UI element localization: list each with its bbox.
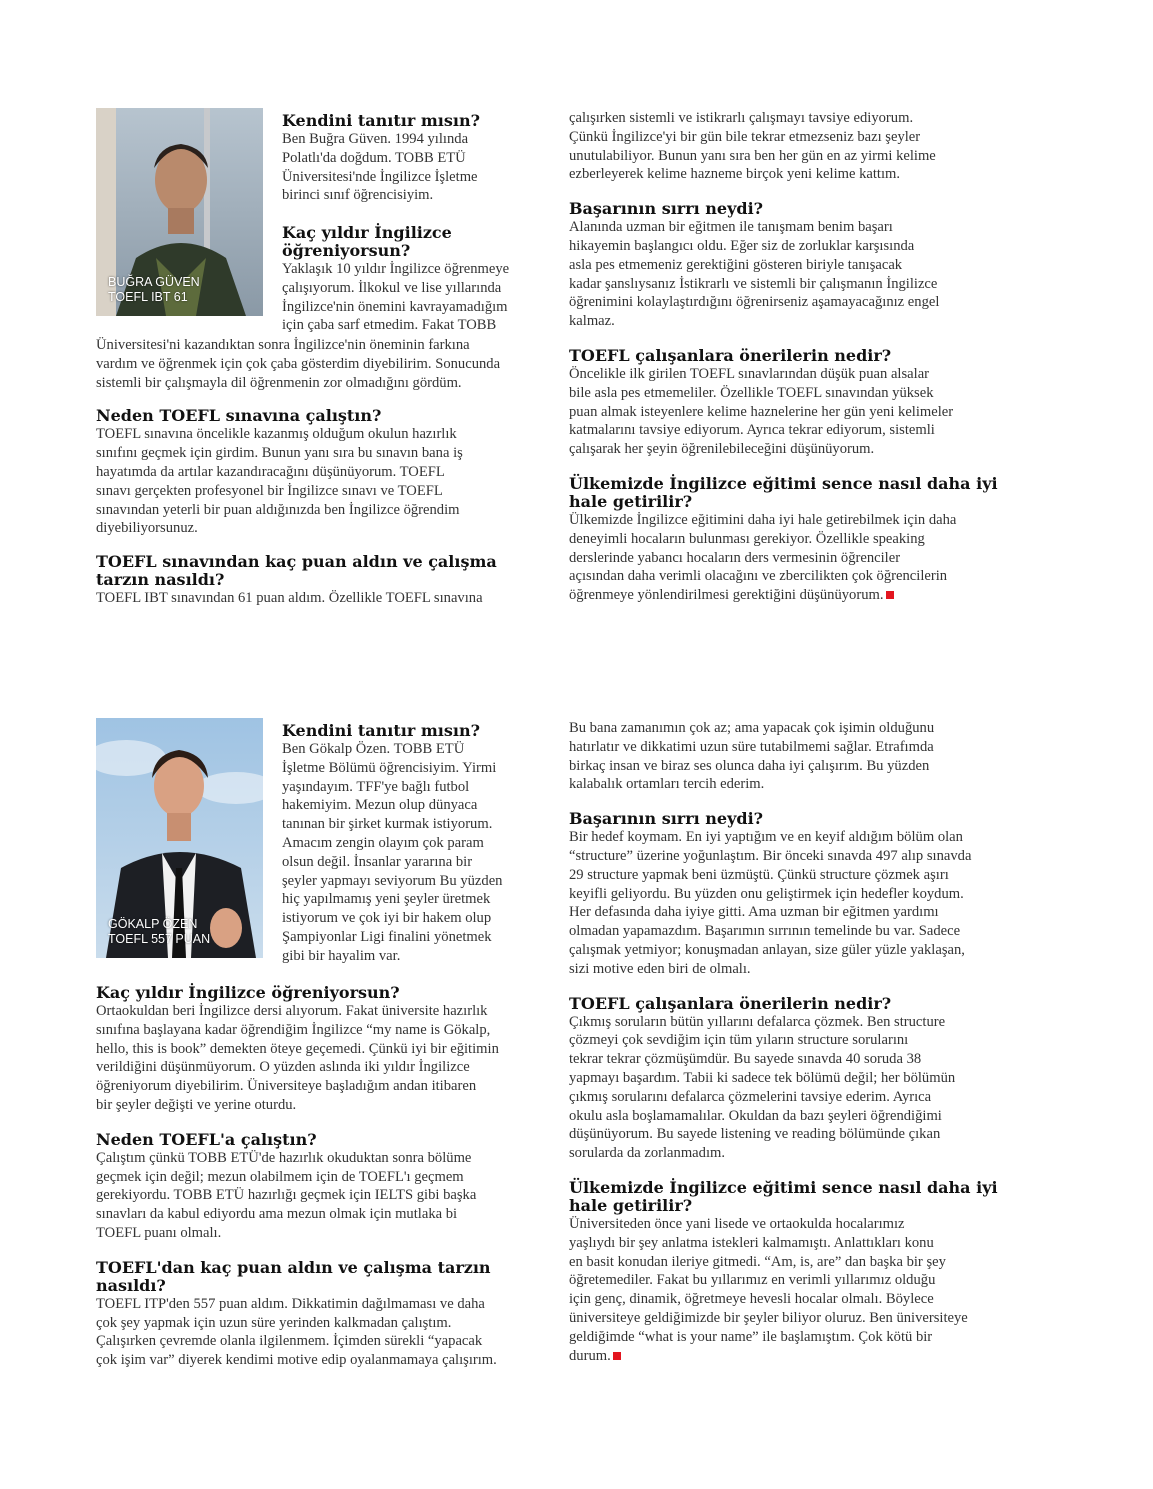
s1-q3-heading: Neden TOEFL sınavına çalıştın?	[96, 406, 382, 426]
s2-q5-heading: Başarının sırrı neydi?	[569, 809, 764, 829]
text-line: kalabalık ortamları tercih ederim.	[569, 776, 765, 793]
text-line: verildiğini düşünmüyorum. O yüzden aslında iki yıldır İngilizce	[96, 1059, 470, 1076]
photo-caption-score: TOEFL 557 PUAN	[108, 932, 211, 946]
text-line-last	[569, 1347, 1019, 1366]
text-line: Ortaokuldan beri İngilizce dersi alıyorum. Fakat üniversite hazırlık	[96, 1003, 488, 1019]
text-line: kalmaz.	[569, 313, 615, 330]
photo-gokalp-ozen	[96, 718, 263, 958]
s2-q1-heading: Kendini tanıtır mısın?	[282, 721, 480, 740]
heading-line: TOEFL sınavından kaç puan aldın ve çalışma	[96, 552, 497, 572]
text-line: okulu asla boşlamamalılar. Okuldan da bazı şeyleri öğrendiğimi	[569, 1107, 942, 1124]
text-line: asla pes etmemeniz gerektiğini gösteren biriyle tanışacak	[569, 256, 903, 273]
heading-line: nasıldı?	[96, 1275, 166, 1295]
text-line: çalışırken sistemli ve istikrarlı çalışmayı tavsiye ediyorum.	[569, 110, 914, 126]
s1-intro-block	[282, 112, 542, 205]
text-line: çalışmak yetmiyor; konuşmadan anlayan, size güler yüzle yaklaşan,	[569, 941, 965, 958]
photo-caption-score: TOEFL IBT 61	[108, 290, 188, 304]
text-line: TOEFL IBT sınavından 61 puan aldım. Özellikle TOEFL sınavına	[96, 590, 483, 607]
photo-caption	[108, 275, 200, 305]
s2-intro-block	[282, 722, 542, 966]
end-mark-icon	[613, 1352, 621, 1360]
text-line: puan almak isteyenlere kelime haznelerine her gün yeni kelimeler	[569, 403, 954, 420]
s2-left-column	[96, 984, 551, 1370]
text-line: sorularda da zorlanmadım.	[569, 1145, 726, 1162]
text-line: sınıfına başlayana kadar öğrendiğim İngilizce “my name is Gökalp,	[96, 1021, 491, 1038]
s2-q6-heading: TOEFL çalışanlara önerilerin nedir?	[569, 993, 892, 1013]
text-line: hikayemin başlangıcı oldu. Eğer siz de zorluklar karşısında	[569, 237, 915, 254]
text-line: çalışıyorum. İlkokul ve lise yıllarında	[282, 279, 502, 296]
heading-line: hale getirilir?	[569, 491, 693, 511]
text-line: şeyler yapmayı seviyorum Bu yüzden	[282, 872, 503, 889]
text-line: Ülkemizde İngilizce eğitimini daha iyi hale getirebilmek için daha	[569, 511, 957, 528]
s1-a2-narrow	[282, 260, 542, 335]
heading-line: Ülkemizde İngilizce eğitimi sence nasıl daha iyi	[569, 473, 998, 493]
text-line: Çünkü İngilizce'yi bir gün bile tekrar etmezseniz bazı şeyler	[569, 128, 921, 145]
s2-q3-heading: Neden TOEFL'a çalıştın?	[96, 1129, 317, 1149]
heading-line: tarzın nasıldı?	[96, 570, 225, 590]
s2-a1	[282, 740, 542, 966]
text-line: derslerinde yabancı hocaların ders vermesinin öğrenciler	[569, 549, 901, 566]
s1-a4	[96, 589, 546, 608]
text-line: Çalıştım çünkü TOBB ETÜ'de hazırlık okuduktan sonra bölüme	[96, 1149, 472, 1166]
photo-bugra-guven	[96, 108, 263, 316]
text-line: öğretemediler. Fakat bu yıllarımız en verimli yıllarımız olduğu	[569, 1272, 936, 1289]
text-line: yaşlıydı bir şey anlatma istekleri kalmamıştı. Anlattıkları konu	[569, 1234, 934, 1251]
text-line: Bir hedef koymam. En iyi yaptığım ve en keyif aldığım bölüm olan	[569, 829, 963, 846]
s2-a6	[569, 1013, 1019, 1163]
heading-line: TOEFL'dan kaç puan aldın ve çalışma tarzın	[96, 1257, 491, 1277]
text-line: Her defasında daha iyiye gitti. Ama uzman bir eğitmen yardımı	[569, 904, 939, 921]
s1-q1-heading: Kendini tanıtır mısın?	[282, 111, 480, 130]
text-line: durum.	[569, 1347, 611, 1364]
text-line: kadar şanslıysanız İstikrarlı ve sistemli bir çalışmanın İngilizce	[569, 275, 938, 292]
text-line: Bu bana zamanımın çok az; ama yapacak çok işimin olduğunu	[569, 720, 935, 736]
s2-a3	[96, 1149, 551, 1243]
s1-q4-heading	[96, 553, 546, 589]
text-line: sınavı gerçekten profesyonel bir İngilizce sınavı ve TOEFL	[96, 482, 443, 499]
heading-line: Ülkemizde İngilizce eğitimi sence nasıl daha iyi	[569, 1177, 998, 1197]
text-line: açısından daha verimli olacağını ve zbercilikten çok öğrencilerin	[569, 568, 948, 585]
text-line: Şampiyonlar Ligi finalini yönetmek	[282, 928, 492, 945]
text-line: için genç, dinamik, öğretmeye hevesli hocalar olmalı. Böylece	[569, 1291, 934, 1308]
text-line: çok şey yapmak için uzun süre yerinden kalkmadan çalıştım.	[96, 1314, 452, 1331]
text-line: sizi motive eden biri de olmalı.	[569, 960, 751, 977]
text-line: Üniversitesi'nde İngilizce İşletme	[282, 168, 478, 185]
text-line: yaşındayım. TFF'ye bağlı futbol	[282, 778, 470, 795]
text-line: sistemli bir çalışmayla dil öğrenmenin zor olmadığını gördüm.	[96, 374, 462, 391]
s1-q7-heading	[569, 475, 1019, 511]
heading-line: Kaç yıldır İngilizce	[282, 223, 452, 242]
s1-a3	[96, 425, 546, 538]
s1-q5-heading: Başarının sırrı neydi?	[569, 199, 764, 219]
text-line: hiç yapılmamış yeni şeyler üretmek	[282, 891, 491, 908]
text-line: sınıfını geçmek için girdim. Bunun yanı sıra bu sınavın bana iş	[96, 445, 463, 462]
text-line: bile asla pes etmemeliler. Özellikle TOEFL sınavından yüksek	[569, 384, 934, 401]
s1-a1	[282, 130, 542, 205]
text-line: gibi bir hayalim var.	[282, 947, 401, 964]
text-line: Alanında uzman bir eğitmen ile tanışmam benim başarı	[569, 219, 893, 236]
heading-line: öğreniyorsun?	[282, 241, 411, 260]
text-line: “structure” üzerine yoğunlaştım. Bir önceki sınavda 497 alıp sınavda	[569, 847, 972, 864]
photo-caption-name: GÖKALP ÖZEN	[108, 917, 198, 931]
text-line: Üniversiteden önce yani lisede ve ortaokulda hocalarımız	[569, 1215, 905, 1232]
text-line: Polatlı'da doğdum. TOBB ETÜ	[282, 149, 466, 166]
text-line: hatırlatır ve dikkatimi uzun süre tutabilmemi sağlar. Etrafımda	[569, 738, 934, 755]
text-line: olmadan yapamazdım. Başarımın sırrının temelinde bu var. Sadece	[569, 923, 961, 940]
text-line: diyebiliyorsunuz.	[96, 520, 198, 537]
text-line: Yaklaşık 10 yıldır İngilizce öğrenmeye	[282, 261, 510, 277]
s1-a2-wide	[96, 336, 546, 392]
text-line: bir şeyler değişti ve yerine oturdu.	[96, 1096, 297, 1113]
s2-right-column	[569, 719, 1019, 1365]
text-line: öğreniyorum diyebilirim. Üniversiteye başladığım andan itibaren	[96, 1078, 477, 1095]
s2-a7	[569, 1215, 1019, 1365]
text-line: Ben Buğra Güven. 1994 yılında	[282, 131, 469, 147]
photo-caption	[108, 917, 210, 947]
text-line: gerekiyordu. TOBB ETÜ hazırlığı geçmek için IELTS gibi başka	[96, 1187, 477, 1204]
text-line: keyifli geliyordu. Bu yüzden onu geliştirmek için hedefler koydum.	[569, 885, 964, 902]
text-line: olsun değil. İnsanlar yararına bir	[282, 853, 473, 870]
s1-a4-continued	[569, 109, 1019, 184]
text-line: üniversiteye geldiğimizde bir şeyler biliyor oluruz. Ben üniversiteye	[569, 1309, 968, 1326]
text-line: çok işim var” diyerek kendimi motive edip oyalanmamaya çalışırım.	[96, 1352, 497, 1369]
text-line: Ben Gökalp Özen. TOBB ETÜ	[282, 741, 465, 757]
text-line: en basit konudan ileriye gitmedi. “Am, is, are” dan başka bir şey	[569, 1253, 946, 1270]
text-line: Üniversitesi'ni kazandıktan sonra İngilizce'nin öneminin farkına	[96, 337, 470, 353]
s2-q7-heading	[569, 1179, 1019, 1215]
text-line: hello, this is book” demekten öteye geçemedi. Çünkü iyi bir eğitimin	[96, 1040, 499, 1057]
text-line: İşletme Bölümü öğrencisiyim. Yirmi	[282, 759, 497, 776]
s2-a4	[96, 1295, 551, 1370]
text-line: düşünüyorum. Bu sayede listening ve reading bölümünde çıkan	[569, 1126, 941, 1143]
text-line: tekrar tekrar çözmüşümdür. Bu sayede sınavda 40 soruda 38	[569, 1051, 922, 1068]
heading-line: hale getirilir?	[569, 1195, 693, 1215]
text-line: yapmayı başardım. Tabii ki sadece tek bölümü değil; her bölümün	[569, 1069, 956, 1086]
text-line: İngilizce'nin önemini kavrayamadığım	[282, 298, 508, 315]
s2-q4-heading	[96, 1259, 551, 1295]
text-line: öğrenmeye yönlendirilmesi gerektiğini düşünüyorum.	[569, 587, 884, 604]
text-line: 29 structure yapmak beni üzmüştü. Çünkü structure çözmek aşırı	[569, 866, 949, 883]
text-line: vardım ve öğrenmek için çok çaba gösterdim diyebilirim. Sonucunda	[96, 355, 501, 372]
s2-a2	[96, 1002, 551, 1115]
s1-q2-heading	[282, 224, 542, 260]
text-line: ezberleyerek kelime hazneme birçok yeni kelime kattım.	[569, 166, 901, 183]
text-line: TOEFL puanı olmalı.	[96, 1224, 222, 1241]
text-line: Çıkmış soruların bütün yıllarını defalarca çözmek. Ben structure	[569, 1013, 946, 1030]
text-line: Öncelikle ilk girilen TOEFL sınavlarından düşük puan alsalar	[569, 365, 930, 382]
text-line: çalışarak her şeyin öğrenilebileceğini düşünüyorum.	[569, 441, 875, 458]
text-line: sınavından yeterli bir puan aldığınızda ben İngilizce öğrendim	[96, 501, 460, 518]
s1-q2-block	[282, 224, 542, 335]
text-line: geldiğimde “what is your name” ile başlamıştım. Çok kötü bir	[569, 1328, 933, 1345]
text-line: TOEFL sınavına öncelikle kazanmış olduğum okulun hazırlık	[96, 426, 457, 443]
text-line: öğrenimini kolaylaştırdığını öğrenirseniz aşamayacağınız engel	[569, 294, 940, 311]
text-line: tanınan bir şirket kurmak istiyorum.	[282, 816, 493, 833]
text-line: hakemiyim. Mezun olup dünyaca	[282, 797, 478, 814]
s1-a6	[569, 365, 1019, 459]
s1-right-column	[569, 109, 1019, 605]
s1-a7	[569, 511, 1019, 605]
text-line: Çalışırken çevremde olanla ilgilenmem. İçimden sürekli “yapacak	[96, 1333, 483, 1350]
text-line: istiyorum ve çok iyi bir hakem olup	[282, 910, 492, 927]
s2-a5	[569, 828, 1019, 978]
end-mark-icon	[886, 591, 894, 599]
text-line: çıkmış sorularını defalarca çözmelerini tavsiye ederim. Ayrıca	[569, 1088, 932, 1105]
text-line: birinci sınıf öğrencisiyim.	[282, 187, 434, 204]
s1-a5	[569, 218, 1019, 331]
s1-q6-heading: TOEFL çalışanlara önerilerin nedir?	[569, 345, 892, 365]
s2-q2-heading: Kaç yıldır İngilizce öğreniyorsun?	[96, 983, 400, 1002]
text-line: hayatımda da artılar kazandıracağını düşünüyorum. TOEFL	[96, 463, 445, 480]
text-line: deneyimli hocaların bulunması gerekiyor. Özellikle speaking	[569, 530, 925, 547]
text-line: TOEFL ITP'den 557 puan aldım. Dikkatimin dağılmaması ve daha	[96, 1295, 485, 1312]
s2-a4-continued	[569, 719, 1019, 794]
text-line: için çaba sarf etmedim. Fakat TOBB	[282, 317, 497, 334]
text-line: katmalarını tavsiye ediyorum. Ayrıca tekrar ediyorum, sistemli	[569, 422, 935, 439]
text-line: geçmek için değil; mezun olabilmem için de TOEFL'ı geçmem	[96, 1168, 464, 1185]
photo-caption-name: BUĞRA GÜVEN	[108, 275, 200, 289]
text-line: çözmeyi çok sevdiğim için tüm yıların structure sorularını	[569, 1032, 909, 1049]
text-line: Amacım zengin olayım çok param	[282, 834, 484, 851]
text-line-last	[569, 586, 1019, 605]
text-line: birkaç insan ve biraz ses olunca daha iyi çalışırım. Bu yüzden	[569, 757, 930, 774]
text-line: unutulabiliyor. Bunun yanı sıra ben her gün en az yirmi kelime	[569, 147, 936, 164]
s1-left-column	[96, 336, 546, 608]
text-line: sınavları da kabul ediyordu ama mezun olmak için mutlaka bi	[96, 1206, 458, 1223]
